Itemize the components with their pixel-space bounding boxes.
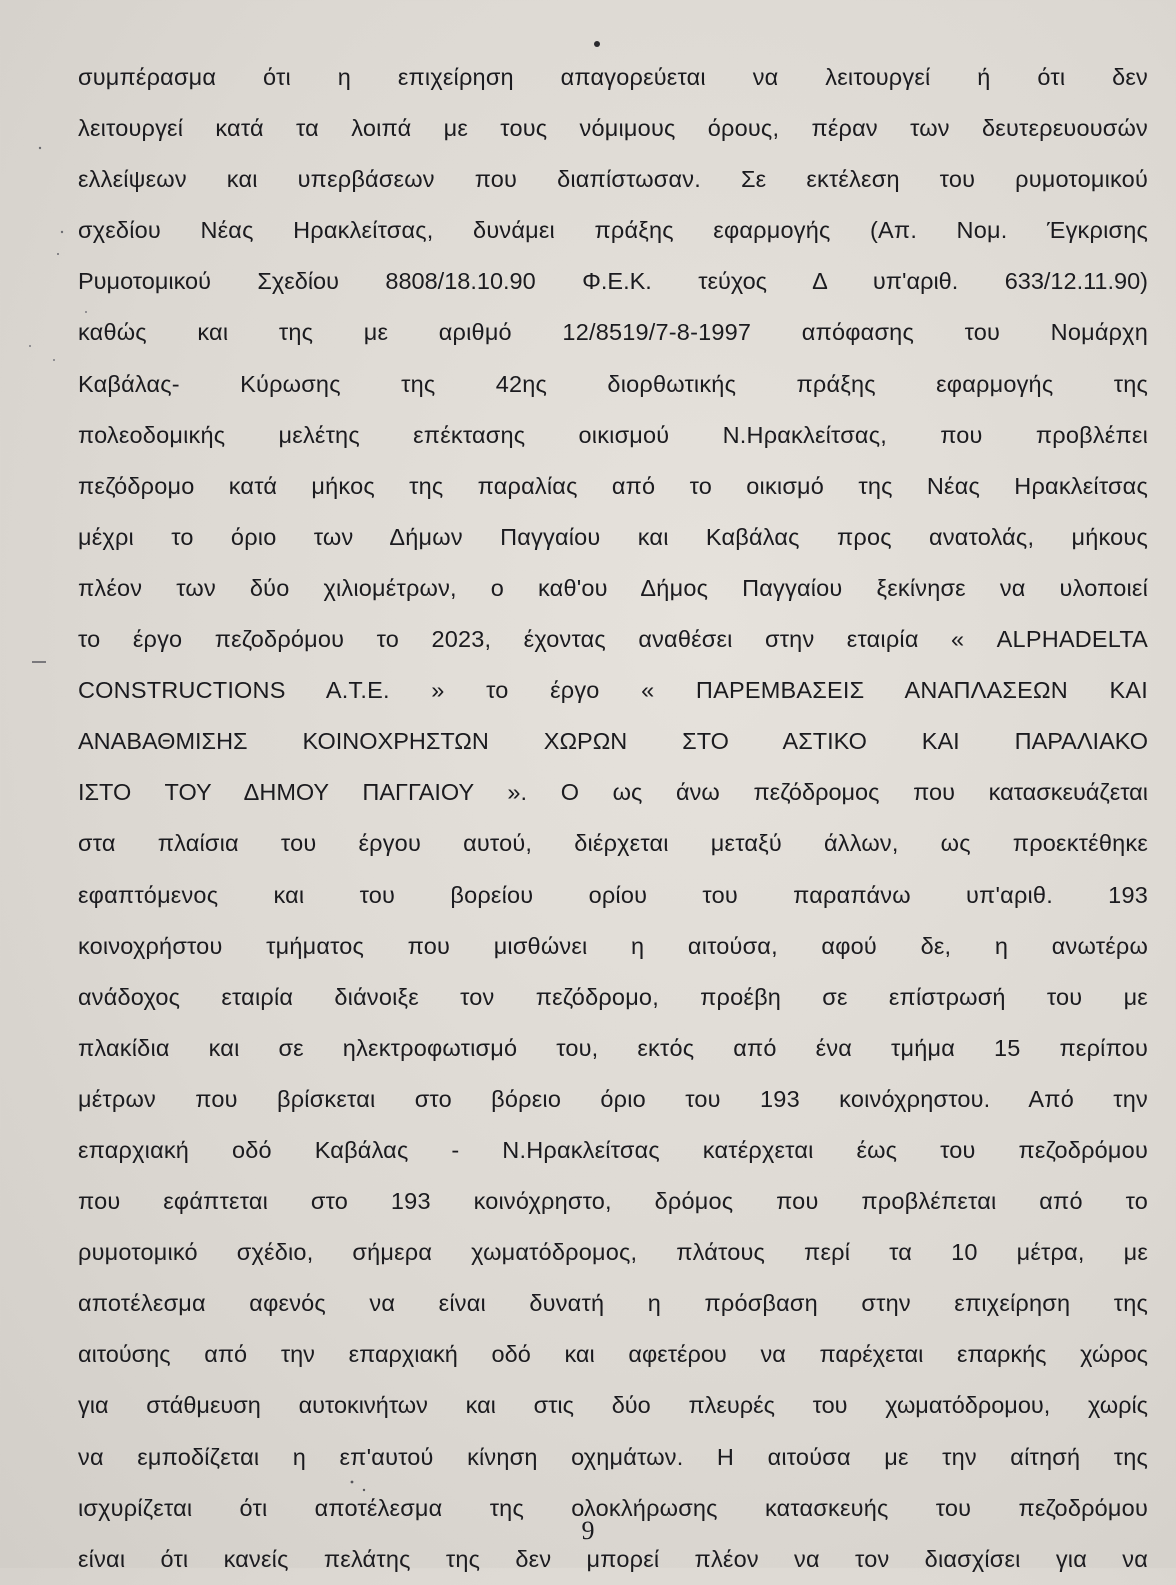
text-line-23: που εφάπτεται στο 193 κοινόχρηστο, δρόμος που προβλέπεται από το	[78, 1188, 1148, 1215]
text-line-3: ελλείψεων και υπερβάσεων που διαπίστωσαν. Σε εκτέλεση του ρυμοτομικού	[78, 166, 1148, 193]
text-line-8: πολεοδομικής μελέτης επέκτασης οικισμού Ν.Ηρακλείτσας, που προβλέπει	[78, 421, 1148, 448]
body-text	[78, 52, 1148, 1585]
text-line-24: ρυμοτομικό σχέδιο, σήμερα χωματόδρομος, πλάτους περί τα 10 μέτρα, με	[78, 1239, 1148, 1266]
text-line-27: για στάθμευση αυτοκινήτων και στις δύο πλευρές του χωματόδρομου, χωρίς	[78, 1392, 1148, 1419]
text-line-2: λειτουργεί κατά τα λοιπά με τους νόμιμους όρους, πέραν των δευτερευουσών	[78, 115, 1148, 142]
text-line-10: μέχρι το όριο των Δήμων Παγγαίου και Καβάλας προς ανατολάς, μήκους	[78, 523, 1148, 550]
text-line-16: στα πλαίσια του έργου αυτού, διέρχεται μεταξύ άλλων, ως προεκτέθηκε	[78, 830, 1148, 857]
text-line-22: επαρχιακή οδό Καβάλας - Ν.Ηρακλείτσας κατέρχεται έως του πεζοδρόμου	[78, 1136, 1148, 1163]
text-line-4: σχεδίου Νέας Ηρακλείτσας, δυνάμει πράξης εφαρμογής (Απ. Νομ. Έγκρισης	[78, 217, 1148, 244]
text-line-25: αποτέλεσμα αφενός να είναι δυνατή η πρόσβαση στην επιχείρηση της	[78, 1290, 1148, 1317]
text-line-17: εφαπτόμενος και του βορείου ορίου του παραπάνω υπ'αριθ. 193	[78, 881, 1148, 908]
text-line-13: CONSTRUCTIONS A.T.E. » το έργο « ΠΑΡΕΜΒΑΣΕΙΣ ΑΝΑΠΛΑΣΕΩΝ ΚΑΙ	[78, 677, 1148, 704]
text-line-7: Καβάλας- Κύρωσης της 42ης διορθωτικής πράξης εφαρμογής της	[78, 370, 1148, 397]
text-line-15: ΙΣΤΟ ΤΟΥ ΔΗΜΟΥ ΠΑΓΓΑΙΟΥ ». Ο ως άνω πεζόδρομος που κατασκευάζεται	[78, 779, 1148, 806]
text-line-26: αιτούσης από την επαρχιακή οδό και αφετέρου να παρέχεται επαρκής χώρος	[78, 1341, 1148, 1368]
text-line-9: πεζόδρομο κατά μήκος της παραλίας από το οικισμό της Νέας Ηρακλείτσας	[78, 472, 1148, 499]
text-line-5: Ρυμοτομικού Σχεδίου 8808/18.10.90 Φ.Ε.Κ. τεύχος Δ υπ'αριθ. 633/12.11.90)	[78, 268, 1148, 295]
text-line-30: είναι ότι κανείς πελάτης της δεν μπορεί πλέον να τον διασχίσει για να	[78, 1545, 1148, 1572]
text-line-29: ισχυρίζεται ότι αποτέλεσμα της ολοκλήρωσης κατασκευής του πεζοδρόμου	[78, 1494, 1148, 1521]
page-number: 9	[581, 1516, 595, 1545]
text-line-14: ΑΝΑΒΑΘΜΙΣΗΣ ΚΟΙΝΟΧΡΗΣΤΩΝ ΧΩΡΩΝ ΣΤΟ ΑΣΤΙΚΟ ΚΑΙ ΠΑΡΑΛΙΑΚΟ	[78, 728, 1148, 755]
text-line-19: ανάδοχος εταιρία διάνοιξε τον πεζόδρομο, προέβη σε επίστρωσή του με	[78, 983, 1148, 1010]
text-line-28: να εμποδίζεται η επ'αυτού κίνηση οχημάτων. Η αιτούσα με την αίτησή της	[78, 1443, 1148, 1470]
text-line-18: κοινοχρήστου τμήματος που μισθώνει η αιτούσα, αφού δε, η ανωτέρω	[78, 932, 1148, 959]
text-line-21: μέτρων που βρίσκεται στο βόρειο όριο του 193 κοινόχρηστου. Από την	[78, 1085, 1148, 1112]
text-line-20: πλακίδια και σε ηλεκτροφωτισμό του, εκτός από ένα τμήμα 15 περίπου	[78, 1034, 1148, 1061]
text-line-6: καθώς και της με αριθμό 12/8519/7-8-1997 απόφασης του Νομάρχη	[78, 319, 1148, 346]
text-line-11: πλέον των δύο χιλιομέτρων, ο καθ'ου Δήμος Παγγαίου ξεκίνησε να υλοποιεί	[78, 574, 1148, 601]
text-line-1: συμπέρασμα ότι η επιχείρηση απαγορεύεται να λειτουργεί ή ότι δεν	[78, 64, 1148, 90]
text-line-12: το έργο πεζοδρόμου το 2023, έχοντας αναθέσει στην εταιρία « ALPHADELTA	[78, 626, 1148, 653]
